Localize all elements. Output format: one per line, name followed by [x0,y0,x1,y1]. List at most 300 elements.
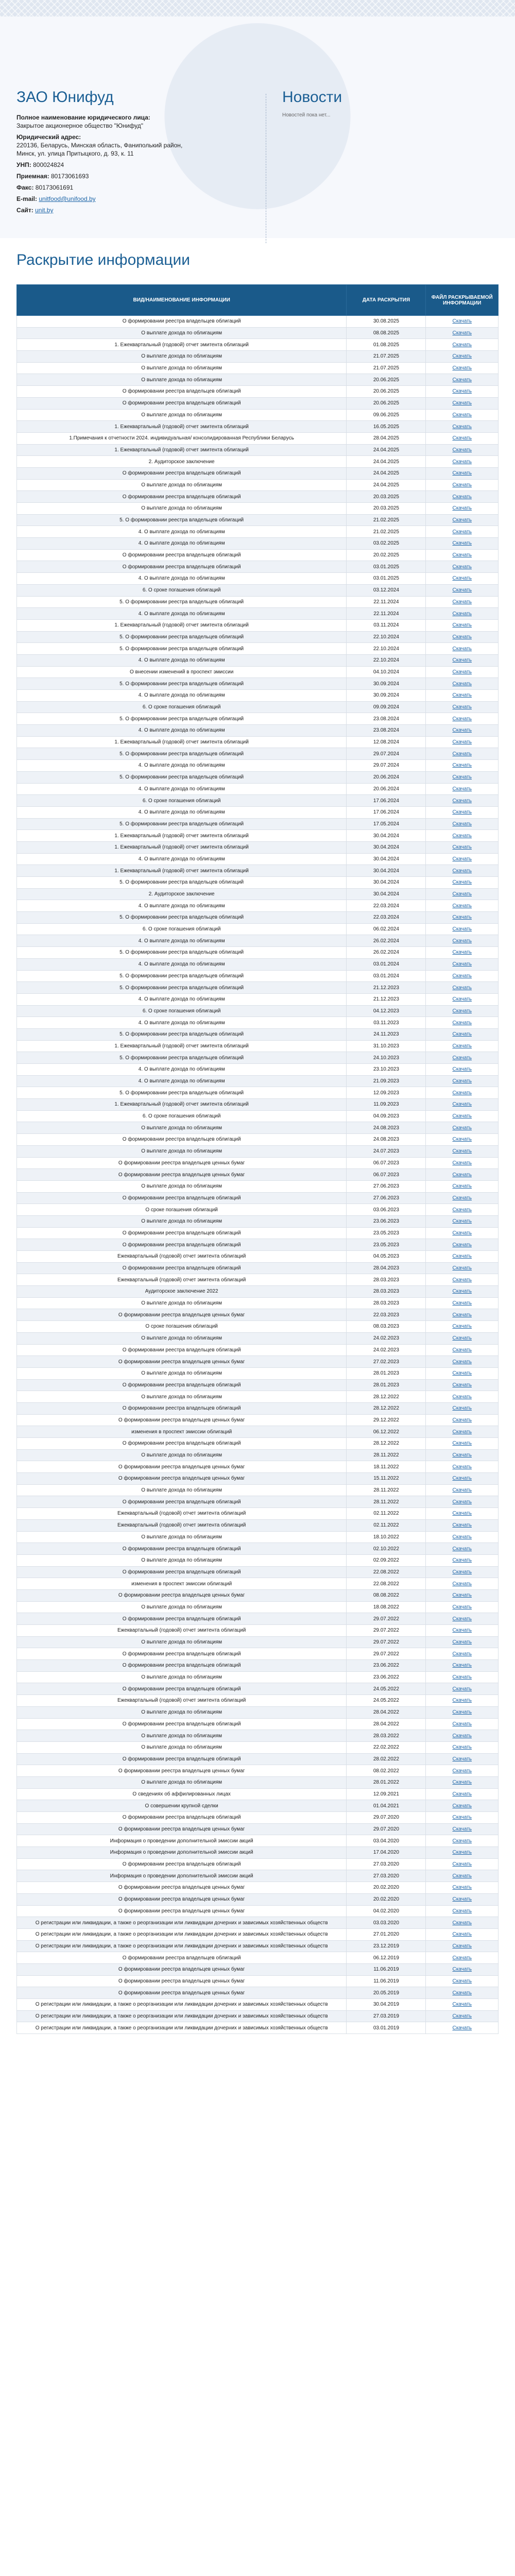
download-link[interactable]: Скачать [452,1978,472,1984]
download-link[interactable]: Скачать [452,833,472,839]
download-link[interactable]: Скачать [452,482,472,488]
download-link[interactable]: Скачать [452,1172,472,1178]
download-link[interactable]: Скачать [452,1125,472,1131]
download-link[interactable]: Скачать [452,1686,472,1692]
download-link[interactable]: Скачать [452,762,472,769]
download-link[interactable]: Скачать [452,926,472,933]
download-link[interactable]: Скачать [452,739,472,745]
row-info-type: 5. О формировании реестра владельцев облигаций [17,748,347,760]
row-date: 20.06.2025 [347,374,426,386]
row-info-type: О регистрации или ликвидации, а также о реорганизации или ликвидации дочерних и зависимых хозяйственных обществ [17,1917,347,1929]
download-link[interactable]: Скачать [452,412,472,418]
download-link[interactable]: Скачать [452,1803,472,1809]
row-date: 17.06.2024 [347,806,426,818]
download-link[interactable]: Скачать [452,1534,472,1540]
download-link[interactable]: Скачать [452,1920,472,1926]
download-link[interactable]: Скачать [452,1604,472,1610]
download-link[interactable]: Скачать [452,1277,472,1283]
row-info-type: О выплате дохода по облигациям [17,1215,347,1227]
download-link[interactable]: Скачать [452,2025,472,2031]
row-info-type: О формировании реестра владельцев облигаций [17,491,347,503]
row-file-cell [426,1601,499,1613]
download-link[interactable]: Скачать [452,1487,472,1494]
download-link[interactable]: Скачать [452,1031,472,1038]
download-link[interactable]: Скачать [452,330,472,336]
row-info-type: О формировании реестра владельцев облигаций [17,316,347,328]
download-link[interactable]: Скачать [452,1230,472,1236]
table-row [17,1882,499,1894]
row-file-cell [426,432,499,444]
download-link[interactable]: Скачать [452,1148,472,1155]
row-info-type: О выплате дохода по облигациям [17,1636,347,1648]
download-link[interactable]: Скачать [452,1721,472,1727]
download-link[interactable]: Скачать [452,1955,472,1961]
download-link[interactable]: Скачать [452,1768,472,1774]
row-file-cell [426,654,499,666]
download-link[interactable]: Скачать [452,1581,472,1587]
download-link[interactable]: Скачать [452,2002,472,2008]
table-row [17,725,499,737]
table-row [17,1134,499,1146]
download-link[interactable]: Скачать [452,505,472,512]
row-date: 28.11.2022 [347,1484,426,1496]
download-link[interactable]: Скачать [452,599,472,605]
row-info-type: 4. О выплате дохода по облигациям [17,993,347,1005]
download-link[interactable]: Скачать [452,1253,472,1260]
row-info-type: 5. О формировании реестра владельцев облигаций [17,912,347,924]
table-row [17,1660,499,1672]
row-file-cell [426,479,499,491]
row-file-cell [426,760,499,772]
row-file-cell [426,397,499,409]
row-info-type: О формировании реестра владельцев облигаций [17,1344,347,1356]
download-link[interactable]: Скачать [452,1569,472,1575]
row-date: 29.07.2022 [347,1613,426,1625]
download-link[interactable]: Скачать [452,634,472,640]
download-link[interactable]: Скачать [452,377,472,383]
row-file-cell [426,1554,499,1566]
download-link[interactable]: Скачать [452,1008,472,1014]
row-file-cell [426,1496,499,1508]
table-row [17,1040,499,1052]
download-link[interactable]: Скачать [452,914,472,921]
row-date: 27.03.2020 [347,1858,426,1870]
download-link[interactable]: Скачать [452,1815,472,1821]
unp-value: 800024824 [33,161,64,168]
download-link[interactable]: Скачать [452,891,472,897]
table-row [17,643,499,655]
download-link[interactable]: Скачать [452,1043,472,1049]
row-date: 02.09.2022 [347,1554,426,1566]
table-row [17,1636,499,1648]
table-row [17,1917,499,1929]
table-row [17,397,499,409]
row-info-type: О формировании реестра владельцев облигаций [17,467,347,479]
row-date: 08.08.2025 [347,327,426,339]
table-row [17,912,499,924]
download-link[interactable]: Скачать [452,1207,472,1213]
download-link[interactable]: Скачать [452,564,472,570]
row-info-type: 4. О выплате дохода по облигациям [17,783,347,795]
download-link[interactable]: Скачать [452,1663,472,1669]
download-link[interactable]: Скачать [452,1078,472,1084]
download-link[interactable]: Скачать [452,774,472,781]
download-link[interactable]: Скачать [452,318,472,325]
download-link[interactable]: Скачать [452,657,472,664]
row-info-type: О регистрации или ликвидации, а также о реорганизации или ликвидации дочерних и зависимых хозяйственных обществ [17,1928,347,1940]
table-row [17,1835,499,1847]
row-file-cell [426,409,499,421]
download-link[interactable]: Скачать [452,844,472,851]
row-info-type: 4. О выплате дохода по облигациям [17,538,347,550]
row-info-type: 5. О формировании реестра владельцев облигаций [17,970,347,982]
row-file-cell [426,1519,499,1531]
download-link[interactable]: Скачать [452,494,472,500]
table-row [17,561,499,573]
download-link[interactable]: Скачать [452,1090,472,1096]
download-link[interactable]: Скачать [452,1639,472,1646]
table-row [17,1367,499,1379]
row-info-type: О выплате дохода по облигациям [17,1297,347,1309]
download-link[interactable]: Скачать [452,400,472,406]
table-row [17,1765,499,1777]
download-link[interactable]: Скачать [452,985,472,991]
download-link[interactable]: Скачать [452,646,472,652]
row-file-cell [426,1975,499,1987]
download-link[interactable]: Скачать [452,1335,472,1342]
download-link[interactable]: Скачать [452,1674,472,1681]
full-name-label-line [16,113,264,122]
table-body [17,316,499,2034]
row-date: 06.12.2022 [347,1426,426,1438]
download-link[interactable]: Скачать [452,1616,472,1622]
download-link[interactable]: Скачать [452,388,472,395]
download-link[interactable]: Скачать [452,1020,472,1026]
table-row [17,1379,499,1391]
row-file-cell [426,736,499,748]
row-file-cell [426,316,499,328]
table-row [17,970,499,982]
download-link[interactable]: Скачать [452,1546,472,1552]
row-date: 30.04.2024 [347,888,426,900]
download-link[interactable]: Скачать [452,1838,472,1844]
download-link[interactable]: Скачать [452,961,472,968]
download-link[interactable]: Скачать [452,1359,472,1365]
row-file-cell [426,1730,499,1742]
download-link[interactable]: Скачать [452,1160,472,1166]
download-link[interactable]: Скачать [452,1195,472,1201]
row-file-cell [426,1636,499,1648]
row-file-cell [426,1332,499,1344]
row-date: 29.07.2022 [347,1625,426,1637]
row-date: 27.03.2019 [347,2010,426,2022]
download-link[interactable]: Скачать [452,692,472,699]
row-file-cell [426,713,499,725]
download-link[interactable]: Скачать [452,716,472,722]
row-date: 31.10.2023 [347,1040,426,1052]
row-file-cell [426,1028,499,1040]
download-link[interactable]: Скачать [452,1394,472,1400]
row-date: 22.03.2023 [347,1309,426,1321]
row-date: 30.08.2025 [347,316,426,328]
email-link[interactable]: unitfood@unifood.by [39,195,96,202]
download-link[interactable]: Скачать [452,1405,472,1412]
table-row [17,853,499,865]
table-row [17,877,499,889]
download-link[interactable]: Скачать [452,681,472,687]
download-link[interactable]: Скачать [452,470,472,477]
row-date: 06.07.2023 [347,1157,426,1169]
download-link[interactable]: Скачать [452,353,472,360]
download-link[interactable]: Скачать [452,1861,472,1868]
row-date: 03.11.2024 [347,619,426,631]
download-link[interactable]: Скачать [452,1709,472,1716]
row-info-type: 1. Ежеквартальный (годовой) отчет эмитента облигаций [17,421,347,433]
row-info-type: Ежеквартальный (годовой) отчет эмитента облигаций [17,1519,347,1531]
download-link[interactable]: Скачать [452,1628,472,1634]
row-file-cell [426,503,499,515]
download-link[interactable]: Скачать [452,575,472,582]
download-link[interactable]: Скачать [452,365,472,371]
download-link[interactable]: Скачать [452,1429,472,1435]
download-link[interactable]: Скачать [452,1522,472,1529]
disclosure-table-wrapper [16,284,499,2034]
row-date: 08.02.2022 [347,1765,426,1777]
row-date: 12.08.2024 [347,736,426,748]
download-link[interactable]: Скачать [452,1218,472,1225]
download-link[interactable]: Скачать [452,529,472,535]
row-info-type: 4. О выплате дохода по облигациям [17,1075,347,1087]
row-file-cell [426,1180,499,1192]
download-link[interactable]: Скачать [452,996,472,1003]
row-date: 27.06.2023 [347,1180,426,1192]
row-file-cell [426,1928,499,1940]
download-link[interactable]: Скачать [452,459,472,465]
row-date: 21.12.2023 [347,982,426,994]
row-file-cell [426,467,499,479]
download-link[interactable]: Скачать [452,786,472,792]
table-row [17,1052,499,1064]
download-link[interactable]: Скачать [452,2013,472,2020]
table-row [17,608,499,620]
download-link[interactable]: Скачать [452,552,472,558]
download-link[interactable]: Скачать [452,1908,472,1914]
download-link[interactable]: Скачать [452,622,472,629]
download-link[interactable]: Скачать [452,1873,472,1879]
download-link[interactable]: Скачать [452,1101,472,1108]
row-info-type: О выплате дохода по облигациям [17,503,347,515]
row-file-cell [426,1438,499,1450]
row-date: 24.10.2023 [347,1052,426,1064]
download-link[interactable]: Скачать [452,704,472,710]
row-info-type: 4. О выплате дохода по облигациям [17,760,347,772]
row-info-type: 6. О сроке погашения облигаций [17,795,347,807]
download-link[interactable]: Скачать [452,1756,472,1762]
download-link[interactable]: Скачать [452,587,472,594]
row-file-cell [426,1379,499,1391]
table-row [17,1905,499,1917]
download-link[interactable]: Скачать [452,1370,472,1377]
row-date: 28.12.2022 [347,1391,426,1403]
row-info-type: О формировании реестра владельцев облигаций [17,1858,347,1870]
download-link[interactable]: Скачать [452,540,472,547]
download-link[interactable]: Скачать [452,868,472,874]
download-link[interactable]: Скачать [452,1744,472,1751]
site-link[interactable]: unit.by [35,207,54,214]
address-line-1: 220136, Беларусь, Минская область, Фаниполький район, [16,142,183,149]
download-link[interactable]: Скачать [452,1967,472,1973]
table-row [17,1461,499,1473]
row-info-type: Информация о проведении дополнительной эмиссии акций [17,1847,347,1859]
table-row [17,830,499,842]
row-date: 23.05.2023 [347,1239,426,1251]
unp-line [16,161,264,169]
download-link[interactable]: Скачать [452,1265,472,1272]
row-info-type: О внесении изменений в проспект эмиссии [17,666,347,678]
row-info-type: 4. О выплате дохода по облигациям [17,958,347,970]
fax-line [16,183,264,192]
row-info-type: О выплате дохода по облигациям [17,327,347,339]
table-row [17,982,499,994]
download-link[interactable]: Скачать [452,669,472,675]
table-row [17,1087,499,1099]
download-link[interactable]: Скачать [452,1780,472,1786]
row-info-type: 4. О выплате дохода по облигациям [17,806,347,818]
download-link[interactable]: Скачать [452,1055,472,1061]
row-date: 03.01.2025 [347,561,426,573]
row-info-type: О формировании реестра владельцев облигаций [17,1134,347,1146]
download-link[interactable]: Скачать [452,1347,472,1353]
fax-value: 80173061691 [35,184,74,191]
download-link[interactable]: Скачать [452,1289,472,1295]
row-file-cell [426,491,499,503]
row-date: 22.08.2022 [347,1566,426,1578]
download-link[interactable]: Скачать [452,1698,472,1704]
download-link[interactable]: Скачать [452,1557,472,1564]
download-link[interactable]: Скачать [452,1733,472,1739]
download-link[interactable]: Скачать [452,1066,472,1073]
table-row [17,1484,499,1496]
download-link[interactable]: Скачать [452,1885,472,1891]
row-date: 03.06.2023 [347,1204,426,1216]
row-info-type: О формировании реестра владельцев облигаций [17,1952,347,1964]
row-info-type: О формировании реестра владельцев облигаций [17,397,347,409]
download-link[interactable]: Скачать [452,1651,472,1657]
download-link[interactable]: Скачать [452,798,472,804]
download-link[interactable]: Скачать [452,1931,472,1938]
row-file-cell [426,1660,499,1672]
row-date: 28.04.2025 [347,432,426,444]
download-link[interactable]: Скачать [452,435,472,442]
row-file-cell [426,1917,499,1929]
row-info-type: Информация о проведении дополнительной эмиссии акций [17,1835,347,1847]
download-link[interactable]: Скачать [452,1476,472,1482]
download-link[interactable]: Скачать [452,1324,472,1330]
row-info-type: 5. О формировании реестра владельцев облигаций [17,1028,347,1040]
news-empty-text: Новостей пока нет... [282,112,331,118]
download-link[interactable]: Скачать [452,1511,472,1517]
download-link[interactable]: Скачать [452,1943,472,1949]
row-date: 28.01.2023 [347,1379,426,1391]
row-info-type: О формировании реестра владельцев облигаций [17,1543,347,1555]
row-file-cell [426,1110,499,1122]
table-row [17,771,499,783]
download-link[interactable]: Скачать [452,1499,472,1505]
download-link[interactable]: Скачать [452,1300,472,1307]
download-link[interactable]: Скачать [452,1113,472,1120]
download-link[interactable]: Скачать [452,1464,472,1470]
row-file-cell [426,1613,499,1625]
download-link[interactable]: Скачать [452,903,472,909]
download-link[interactable]: Скачать [452,809,472,816]
download-link[interactable]: Скачать [452,856,472,862]
download-link[interactable]: Скачать [452,1242,472,1248]
download-link[interactable]: Скачать [452,1440,472,1447]
download-link[interactable]: Скачать [452,1850,472,1856]
download-link[interactable]: Скачать [452,1382,472,1388]
table-row [17,760,499,772]
table-row [17,479,499,491]
download-link[interactable]: Скачать [452,611,472,617]
download-link[interactable]: Скачать [452,1896,472,1903]
download-link[interactable]: Скачать [452,447,472,453]
download-link[interactable]: Скачать [452,517,472,523]
row-info-type: 4. О выплате дохода по облигациям [17,608,347,620]
download-link[interactable]: Скачать [452,973,472,979]
download-link[interactable]: Скачать [452,821,472,827]
download-link[interactable]: Скачать [452,1137,472,1143]
download-link[interactable]: Скачать [452,1452,472,1459]
download-link[interactable]: Скачать [452,1592,472,1599]
download-link[interactable]: Скачать [452,938,472,944]
download-link[interactable]: Скачать [452,1990,472,1996]
download-link[interactable]: Скачать [452,1183,472,1190]
row-file-cell [426,1297,499,1309]
download-link[interactable]: Скачать [452,342,472,348]
download-link[interactable]: Скачать [452,727,472,734]
download-link[interactable]: Скачать [452,950,472,956]
download-link[interactable]: Скачать [452,1826,472,1833]
download-link[interactable]: Скачать [452,1791,472,1797]
row-date: 18.10.2022 [347,1531,426,1543]
row-file-cell [426,666,499,678]
table-row [17,1157,499,1169]
row-date: 06.07.2023 [347,1169,426,1181]
row-file-cell [426,1893,499,1905]
table-row [17,1847,499,1859]
row-date: 17.04.2020 [347,1847,426,1859]
download-link[interactable]: Скачать [452,879,472,886]
download-link[interactable]: Скачать [452,1417,472,1423]
download-link[interactable]: Скачать [452,423,472,430]
download-link[interactable]: Скачать [452,751,472,757]
row-file-cell [426,1122,499,1134]
download-link[interactable]: Скачать [452,1312,472,1318]
row-file-cell [426,374,499,386]
row-info-type: изменения в проспект эмиссии облигаций [17,1426,347,1438]
row-file-cell [426,1940,499,1952]
table-row [17,1554,499,1566]
row-file-cell [426,1286,499,1298]
row-file-cell [426,1531,499,1543]
row-info-type: О регистрации или ликвидации, а также о реорганизации или ликвидации дочерних и зависимых хозяйственных обществ [17,2010,347,2022]
table-row [17,1473,499,1485]
table-row [17,573,499,585]
table-row [17,467,499,479]
news-title: Новости [282,89,342,106]
row-file-cell [426,1402,499,1414]
row-date: 12.09.2021 [347,1788,426,1800]
